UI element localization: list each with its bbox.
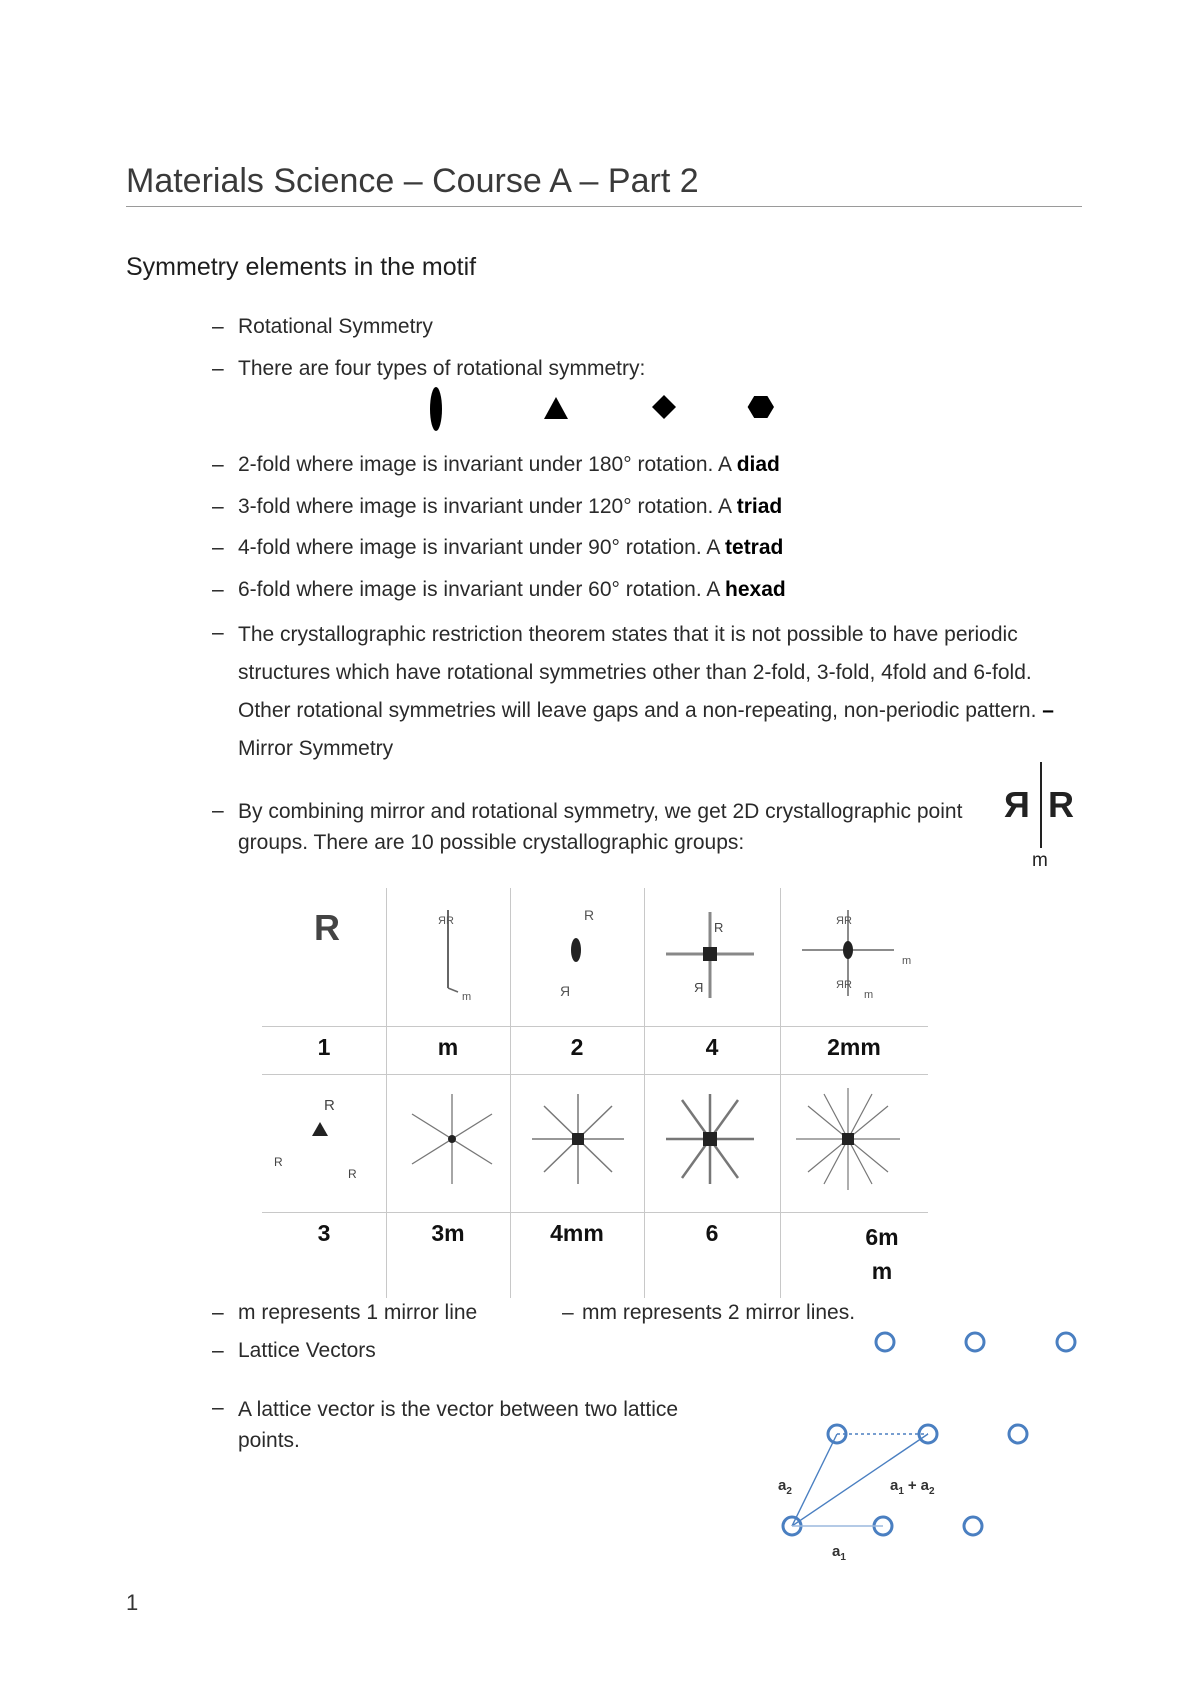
bullet-dash: – bbox=[212, 578, 224, 601]
svg-text:R: R bbox=[714, 920, 724, 935]
bullet-four-types: There are four types of rotational symmetry: bbox=[238, 357, 646, 380]
svg-text:ЯR: ЯR bbox=[836, 915, 852, 927]
lattice-diagram bbox=[770, 1318, 1090, 1568]
svg-text:a2: $a_2$ bbox=[778, 1477, 792, 1497]
svg-text:R: R bbox=[314, 907, 340, 948]
title-rule bbox=[126, 206, 1082, 207]
mirror-lines-note: mm represents 2 mirror lines. bbox=[582, 1301, 856, 1324]
svg-text:m: m bbox=[462, 991, 472, 1003]
diad-icon bbox=[430, 387, 442, 431]
mirror-figure bbox=[1000, 762, 1090, 872]
svg-text:R: R bbox=[584, 907, 595, 923]
svg-text:a1: $a_1$ bbox=[832, 1543, 846, 1563]
bullet-dash: – bbox=[212, 1301, 224, 1324]
group-label: 6m m bbox=[865, 1224, 899, 1284]
mirror-letter-right: R bbox=[1048, 784, 1074, 825]
lattice-point bbox=[1009, 1425, 1027, 1443]
svg-text:m: m bbox=[902, 955, 912, 967]
lattice-point bbox=[1057, 1333, 1075, 1351]
svg-text:ЯR: ЯR bbox=[836, 979, 852, 991]
bullet-dash: – bbox=[212, 357, 224, 380]
bullet-2fold: 2-fold where image is invariant under 180° rotation. A diad bbox=[238, 453, 780, 476]
lattice-definition: A lattice vector is the vector between two lattice points. bbox=[238, 1398, 679, 1452]
bullet-dash: – bbox=[212, 536, 224, 559]
bullet-dash: – bbox=[212, 621, 224, 644]
point-group-table bbox=[262, 888, 928, 1298]
mirror-letter-left: Я bbox=[1004, 784, 1030, 825]
svg-text:R: R bbox=[348, 1167, 357, 1181]
lattice-point bbox=[964, 1517, 982, 1535]
bullet-dash: – bbox=[212, 1396, 224, 1419]
group-label: 3m bbox=[431, 1220, 465, 1246]
bullet-lattice-vectors: Lattice Vectors bbox=[238, 1339, 376, 1362]
mirror-label: m bbox=[1032, 850, 1048, 871]
hexad-icon bbox=[748, 396, 774, 418]
svg-text:m: m bbox=[864, 989, 874, 1001]
bullet-rotational-symmetry: Rotational Symmetry bbox=[238, 315, 433, 338]
vector-a2 bbox=[792, 1434, 837, 1526]
mirror-dash: – bbox=[562, 1301, 574, 1324]
bullet-6fold: 6-fold where image is invariant under 60° rotation. A hexad bbox=[238, 578, 786, 601]
group-label: 6 bbox=[705, 1220, 719, 1246]
bullet-dash: – bbox=[212, 315, 224, 338]
group-label: 4mm bbox=[550, 1220, 604, 1246]
triad-icon bbox=[544, 397, 568, 419]
section-heading: Symmetry elements in the motif bbox=[126, 253, 477, 281]
lattice-point bbox=[966, 1333, 984, 1351]
bullet-3fold: 3-fold where image is invariant under 120° rotation. A triad bbox=[238, 495, 783, 518]
group-label: 2 bbox=[570, 1034, 584, 1060]
group-label: 1 bbox=[317, 1034, 331, 1060]
bullet-dash: – bbox=[212, 453, 224, 476]
svg-text:a1+a2: $a_1 + a_2$ bbox=[890, 1477, 935, 1497]
page-number: 1 bbox=[126, 1590, 139, 1615]
row1-diagrams bbox=[262, 888, 928, 1026]
restriction-theorem: The crystallographic restriction theorem states that it is not possible to have periodic structures which have rotational symmetries other than 2-fold, 3-fold, 4fold and 6-fold. Other rotational symmetries will leave gaps and a non-repeating, non-periodic pattern. – Mirror Symmetry bbox=[238, 623, 1054, 760]
svg-text:R: R bbox=[324, 1097, 335, 1114]
svg-text:R: R bbox=[274, 1155, 283, 1169]
tetrad-icon bbox=[652, 395, 676, 419]
bullet-4fold: 4-fold where image is invariant under 90° rotation. A tetrad bbox=[238, 536, 784, 559]
mirror-line-note: m represents 1 mirror line bbox=[238, 1301, 478, 1324]
lattice-point bbox=[876, 1333, 894, 1351]
bullet-dash: – bbox=[212, 1339, 224, 1362]
rotation-symbols bbox=[420, 385, 780, 435]
group-label: 2mm bbox=[827, 1034, 881, 1060]
bullet-dash: – bbox=[212, 799, 224, 822]
group-label: 3 bbox=[317, 1220, 331, 1246]
row2-diagrams bbox=[262, 1074, 928, 1212]
svg-text:Я: Я bbox=[694, 980, 704, 995]
bullet-dash: – bbox=[212, 495, 224, 518]
document-title: Materials Science – Course A – Part 2 bbox=[126, 162, 699, 200]
point-groups-intro: By combining mirror and rotational symmetry, we get 2D crystallographic point groups. There are 10 possible crystallographic groups: bbox=[238, 800, 963, 854]
mirror-line bbox=[1040, 762, 1042, 848]
svg-text:Я: Я bbox=[560, 983, 571, 999]
group-label: 4 bbox=[705, 1034, 719, 1060]
group-label: m bbox=[437, 1034, 459, 1060]
svg-text:ЯR: ЯR bbox=[438, 915, 454, 927]
